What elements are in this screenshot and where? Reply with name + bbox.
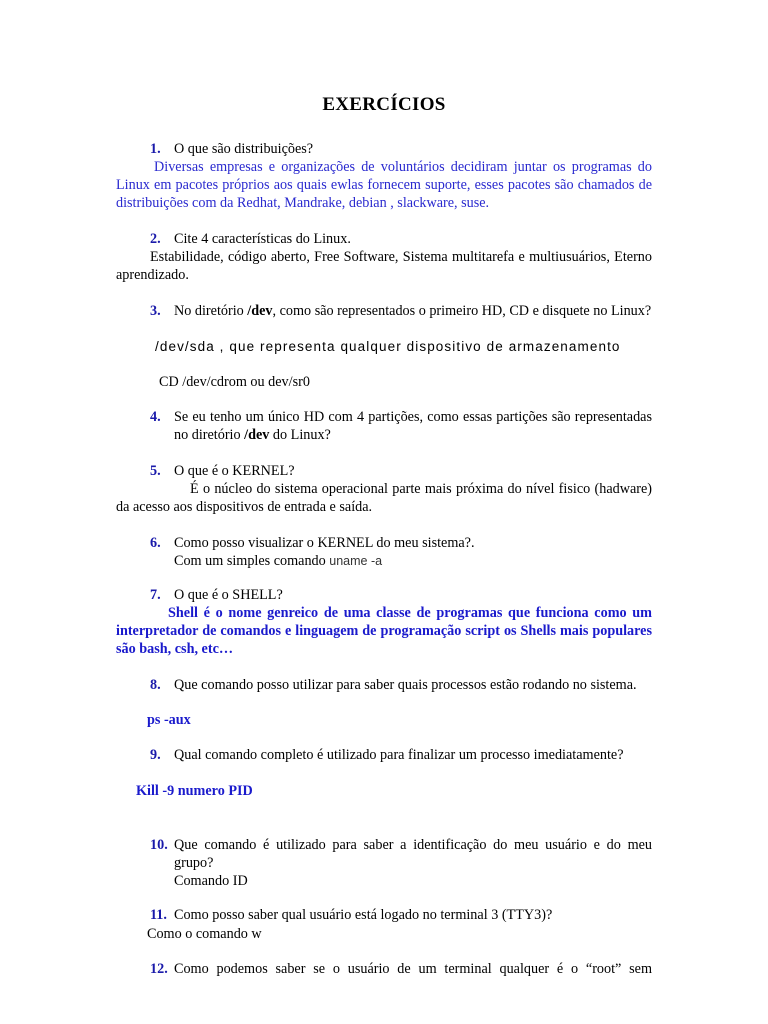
question-number: 11. bbox=[150, 907, 167, 923]
answer-3-line-1: /dev/sda , que representa qualquer dispositivo de armazenamento bbox=[155, 339, 621, 354]
question-text: O que é o KERNEL? bbox=[174, 463, 295, 479]
question-number: 9. bbox=[150, 747, 161, 763]
question-text: Que comando é utilizado para saber a identificação do meu usuário e do meu grupo? bbox=[174, 837, 652, 871]
question-text: O que é o SHELL? bbox=[174, 587, 283, 603]
question-text: Cite 4 características do Linux. bbox=[174, 231, 351, 247]
answer-6: Com um simples comando uname -a bbox=[174, 553, 383, 569]
question-number: 5. bbox=[150, 463, 161, 479]
question-number: 3. bbox=[150, 303, 161, 319]
answer-1: Diversas empresas e organizações de voluntários decidiram juntar os programas do Linux em pacotes próprios aos quais ewlas fornecem suporte, esses pacotes são chamados de distribuições com da Redhat, Mandrake, debian , slackware, suse. bbox=[116, 159, 652, 211]
question-number: 10. bbox=[150, 837, 168, 853]
answer-8: ps -aux bbox=[147, 712, 191, 728]
answer-7: Shell é o nome genreico de uma classe de programas que funciona como um interpretador de comandos e linguagem de programação script os Shells mais populares são bash, csh, etc… bbox=[116, 605, 652, 657]
question-text: Como posso saber qual usuário está logado no terminal 3 (TTY3)? bbox=[174, 907, 553, 923]
question-text: O que são distribuições? bbox=[174, 141, 314, 157]
answer-2: Estabilidade, código aberto, Free Software, Sistema multitarefa e multiusuários, Eterno aprendizado. bbox=[116, 249, 652, 283]
question-number: 2. bbox=[150, 231, 161, 247]
question-number: 8. bbox=[150, 677, 161, 693]
page-title: EXERCÍCIOS bbox=[322, 94, 446, 115]
question-text: Qual comando completo é utilizado para finalizar um processo imediatamente? bbox=[174, 747, 624, 763]
command-text: uname -a bbox=[329, 554, 383, 568]
answer-10: Comando ID bbox=[174, 873, 248, 889]
question-number: 1. bbox=[150, 141, 161, 157]
question-text: No diretório /dev, como são representados o primeiro HD, CD e disquete no Linux? bbox=[174, 303, 652, 319]
question-number: 6. bbox=[150, 535, 161, 551]
question-number: 7. bbox=[150, 587, 161, 603]
question-number: 4. bbox=[150, 409, 161, 425]
answer-3-line-2: CD /dev/cdrom ou dev/sr0 bbox=[159, 374, 310, 390]
question-text: Se eu tenho um único HD com 4 partições, como essas partições são representadas no diretório /dev do Linux? bbox=[174, 409, 652, 443]
answer-5: É o núcleo do sistema operacional parte mais próxima do nível fisico (hadware) da acesso aos dispositivos de entrada e saída. bbox=[116, 481, 652, 515]
answer-11: Como o comando w bbox=[147, 926, 262, 942]
question-text: Como podemos saber se o usuário de um terminal qualquer é o “root” sem bbox=[174, 961, 652, 977]
answer-9: Kill -9 numero PID bbox=[136, 783, 253, 799]
question-text: Que comando posso utilizar para saber quais processos estão rodando no sistema. bbox=[174, 677, 637, 693]
question-number: 12. bbox=[150, 961, 168, 977]
question-text: Como posso visualizar o KERNEL do meu sistema?. bbox=[174, 535, 475, 551]
